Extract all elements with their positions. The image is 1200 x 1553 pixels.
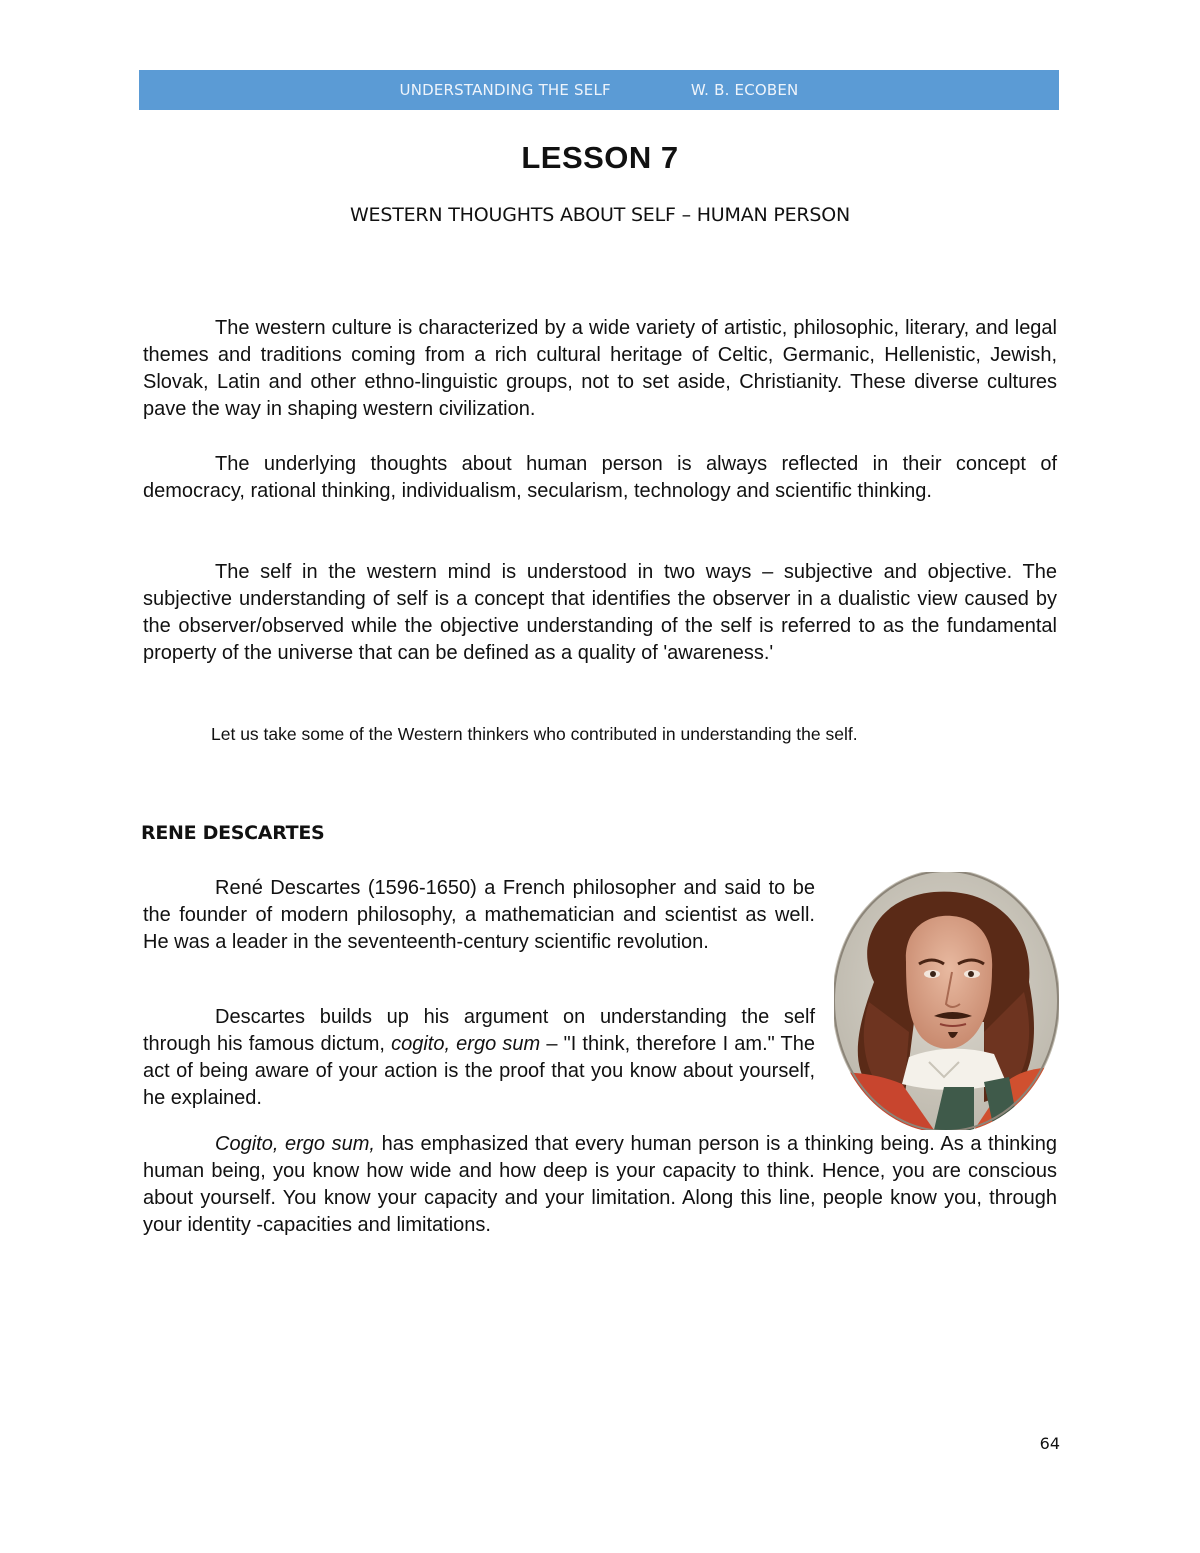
lesson-title: LESSON 7 — [521, 140, 679, 175]
intro-paragraph-4: Let us take some of the Western thinkers who contributed in understanding the self. — [211, 724, 858, 744]
intro-paragraph-1: The western culture is characterized by a wide variety of artistic, philosophic, literary, and legal themes and traditions coming from a rich cultural heritage of Celtic, Germanic, Hellenistic, Jewish, Slovak, Latin and other ethno-linguistic groups, not to set aside, Christianity. These diverse cultures pave the way in shaping western civilization. — [143, 317, 1057, 420]
course-title: UNDERSTANDING THE SELF — [399, 81, 611, 99]
descartes-paragraph-3 — [143, 1131, 1057, 1239]
running-header — [139, 70, 1059, 110]
descartes-paragraph-2-text-a: Descartes builds up his argument on understanding the self through his famous dictum, — [143, 1006, 815, 1055]
section-heading-descartes: RENE DESCARTES — [141, 822, 325, 844]
page-number: 64 — [1039, 1434, 1060, 1453]
lesson-subtitle: WESTERN THOUGHTS ABOUT SELF – HUMAN PERSON — [349, 204, 851, 226]
dictum-italic-lead: Cogito, ergo sum, — [215, 1133, 375, 1155]
intro-paragraph-3: The self in the western mind is understood in two ways – subjective and objective. The subjective understanding of self is a concept that identifies the observer in a dualistic view caused by the observer/observed while the objective understanding of the self is referred to as the fundamental property of the universe that can be defined as a quality of 'awareness.' — [143, 561, 1057, 664]
descartes-paragraph-1: René Descartes (1596-1650) a French philosopher and said to be the founder of modern philosophy, a mathematician and scientist as well. He was a leader in the seventeenth-century scientific revolution. — [143, 877, 815, 953]
author-name: W. B. ECOBEN — [690, 81, 799, 99]
descartes-paragraph-2 — [143, 1004, 815, 1112]
dictum-italic: cogito, ergo sum — [391, 1033, 541, 1055]
descartes-portrait-image — [834, 872, 1059, 1130]
descartes-paragraph-2-text-b: – "I think, therefore I am." The act of being aware of your action is the proof that you know about yourself, he explained. — [143, 1033, 815, 1109]
descartes-paragraph-3-text: has emphasized that every human person is a thinking being. As a thinking human being, you know how wide and how deep is your capacity to think. Hence, you are conscious about yourself. You know your capacity and your limitation. Along this line, people know you, through your identity -capacities and limitations. — [143, 1133, 1057, 1236]
intro-paragraph-2: The underlying thoughts about human person is always reflected in their concept of democracy, rational thinking, individualism, secularism, technology and scientific thinking. — [143, 453, 1057, 502]
